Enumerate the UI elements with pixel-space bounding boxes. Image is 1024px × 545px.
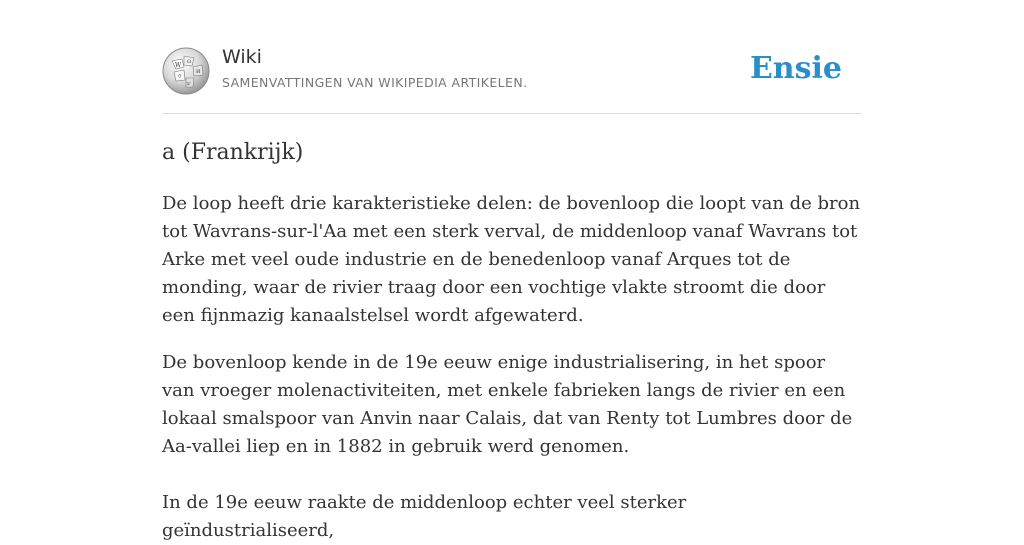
svg-text:И: И xyxy=(196,69,201,75)
content-container xyxy=(162,0,862,541)
site-title[interactable]: Wiki xyxy=(222,46,262,68)
article-paragraph: De loop heeft drie karakteristieke delen: de bovenloop die loopt van de bron tot Wavrans-sur-l'Aa met een sterk verval, de middenloop vanaf Wavrans tot Arke met veel oude industrie en de benedenloop vanaf Arques tot de monding, waar de rivier traag door een vochtige vlakte stroomt die door een fijnmazig kanaalstelsel wordt afgewaterd. xyxy=(162,193,861,326)
svg-text:W: W xyxy=(175,62,182,69)
svg-text:ウ: ウ xyxy=(177,74,183,80)
wikipedia-globe-icon[interactable] xyxy=(162,47,210,95)
site-header xyxy=(162,0,862,114)
svg-text:ש: ש xyxy=(187,81,191,87)
svg-text:Ω: Ω xyxy=(187,59,192,65)
article-paragraph: In de 19e eeuw raakte de middenloop echter veel sterker geïndustrialiseerd, xyxy=(162,492,687,541)
article-paragraph: De bovenloop kende in de 19e eeuw enige industrialisering, in het spoor van vroeger molenactiviteiten, met enkele fabrieken langs de rivier en een lokaal smalspoor van Anvin naar Calais, dat van Renty tot Lumbres door de Aa-vallei liep en in 1882 in gebruik werd genomen. xyxy=(162,352,853,457)
ensie-brand-link[interactable]: Ensie xyxy=(749,51,842,86)
article-title: a (Frankrijk) xyxy=(162,140,304,165)
site-subtitle: SAMENVATTINGEN VAN WIKIPEDIA ARTIKELEN. xyxy=(222,75,528,90)
